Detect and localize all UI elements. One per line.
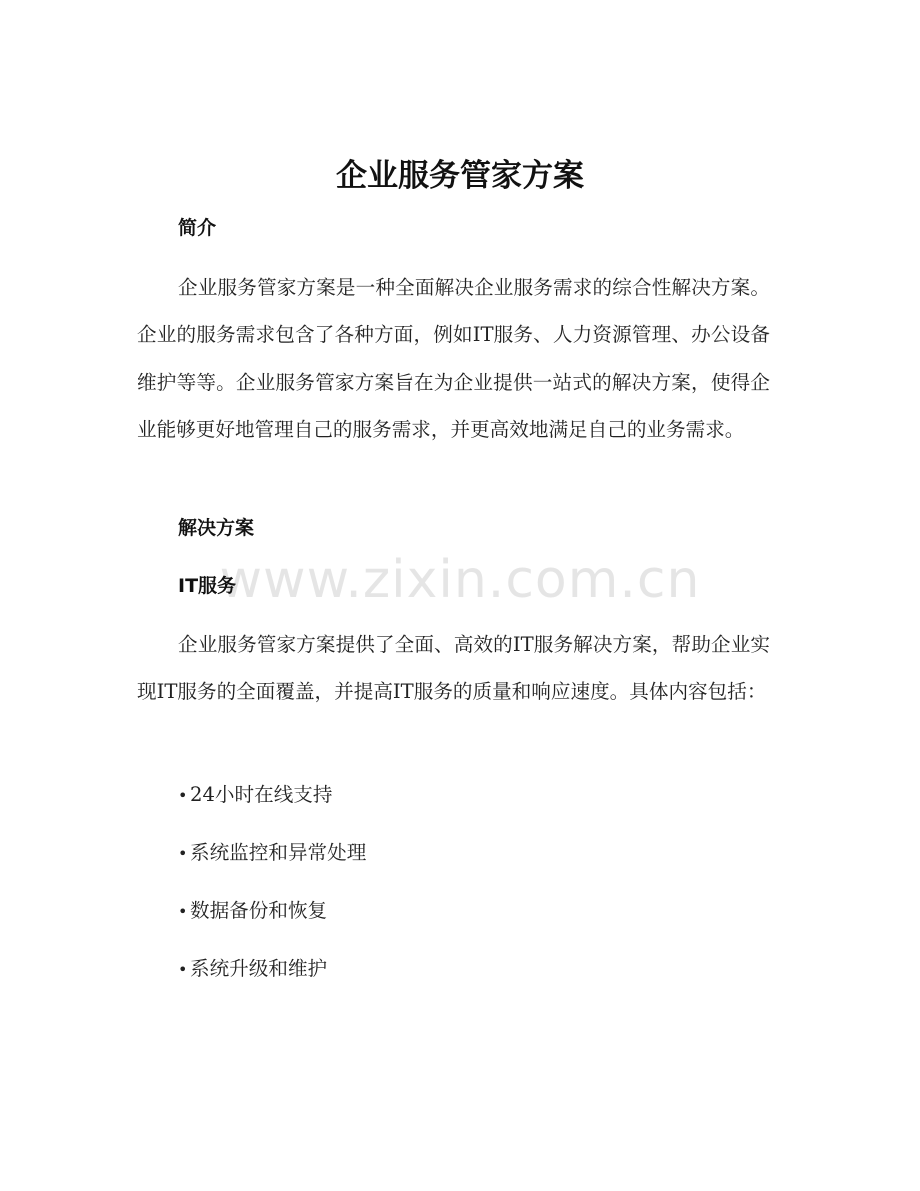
list-item-text: 系统监控和异常处理 (190, 841, 367, 864)
list-item (178, 776, 366, 834)
document-title: 企业服务管家方案 (336, 158, 584, 194)
list-item-text: 24小时在线支持 (190, 783, 333, 806)
intro-paragraph: 企业服务管家方案是一种全面解决企业服务需求的综合性解决方案。企业的服务需求包含了各种方面，例如IT服务、人力资源管理、办公设备维护等等。企业服务管家方案旨在为企业提供一站式的解决方案，使得企业能够更好地管理自己的服务需求，并更高效地满足自己的业务需求。 (137, 276, 770, 442)
bullet-icon: • (178, 844, 188, 863)
solution-heading: 解决方案 (178, 517, 255, 539)
list-item-text: 系统升级和维护 (190, 957, 328, 980)
list-item-text: 数据备份和恢复 (190, 899, 328, 922)
bullet-icon: • (178, 960, 188, 979)
it-service-paragraph: 企业服务管家方案提供了全面、高效的IT服务解决方案，帮助企业实现IT服务的全面覆盖，并提高IT服务的质量和响应速度。具体内容包括： (137, 633, 770, 704)
list-item (178, 950, 366, 1008)
watermark: www.zixin.com.cn (219, 550, 701, 610)
intro-heading: 简介 (178, 217, 217, 239)
it-service-list (178, 776, 366, 1008)
it-service-heading: IT服务 (178, 575, 237, 597)
bullet-icon: • (178, 786, 188, 805)
bullet-icon: • (178, 902, 188, 921)
list-item (178, 892, 366, 950)
list-item (178, 834, 366, 892)
